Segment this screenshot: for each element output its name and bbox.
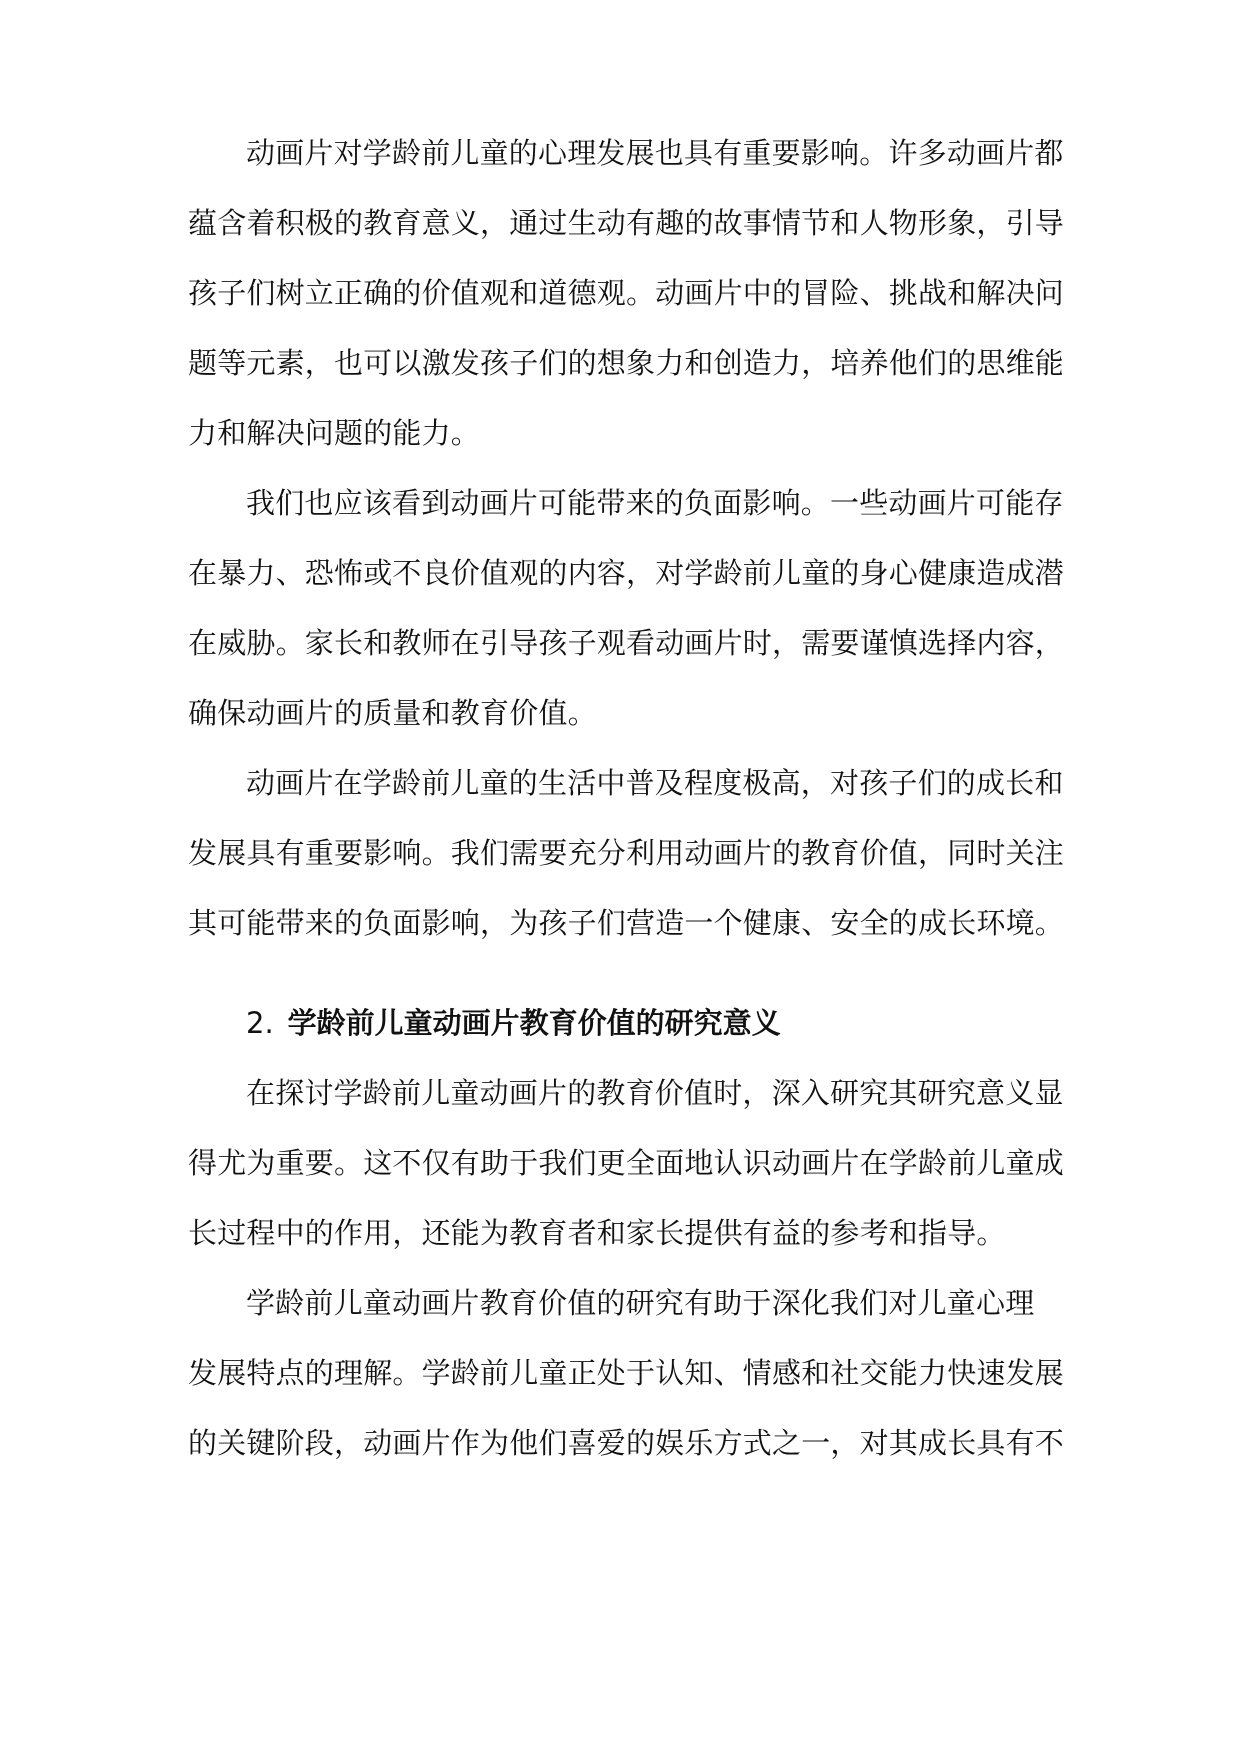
section-title: 学龄前儿童动画片教育价值的研究意义: [287, 1006, 781, 1040]
paragraph-5-line-3: 的关键阶段，动画片作为他们喜爱的娱乐方式之一，对其成长具有不: [188, 1426, 1065, 1460]
paragraph-1-line-4: 题等元素，也可以激发孩子们的想象力和创造力，培养他们的思维能: [188, 346, 1065, 380]
paragraph-2-line-1: 我们也应该看到动画片可能带来的负面影响。一些动画片可能存: [246, 486, 1064, 520]
paragraph-3-line-1: 动画片在学龄前儿童的生活中普及程度极高，对孩子们的成长和: [246, 766, 1064, 800]
paragraph-2-line-2: 在暴力、恐怖或不良价值观的内容，对学龄前儿童的身心健康造成潜: [188, 556, 1065, 590]
paragraph-1-line-1: 动画片对学龄前儿童的心理发展也具有重要影响。许多动画片都: [246, 136, 1064, 170]
paragraph-2-line-3: 在威胁。家长和教师在引导孩子观看动画片时，需要谨慎选择内容，: [188, 626, 1065, 660]
paragraph-5-line-2: 发展特点的理解。学龄前儿童正处于认知、情感和社交能力快速发展: [188, 1356, 1065, 1390]
section-number: 2.: [246, 1006, 274, 1040]
paragraph-4-line-1: 在探讨学龄前儿童动画片的教育价值时，深入研究其研究意义显: [246, 1076, 1064, 1110]
paragraph-2-line-4: 确保动画片的质量和教育价值。: [188, 696, 597, 730]
paragraph-1-line-3: 孩子们树立正确的价值观和道德观。动画片中的冒险、挑战和解决问: [188, 276, 1065, 310]
paragraph-5-line-1: 学龄前儿童动画片教育价值的研究有助于深化我们对儿童心理: [246, 1286, 1035, 1320]
paragraph-4-line-3: 长过程中的作用，还能为教育者和家长提供有益的参考和指导。: [188, 1216, 1006, 1250]
paragraph-3-line-3: 其可能带来的负面影响，为孩子们营造一个健康、安全的成长环境。: [188, 906, 1065, 940]
paragraph-4-line-2: 得尤为重要。这不仅有助于我们更全面地认识动画片在学龄前儿童成: [188, 1146, 1065, 1180]
paragraph-1-line-2: 蕴含着积极的教育意义，通过生动有趣的故事情节和人物形象，引导: [188, 206, 1065, 240]
paragraph-3-line-2: 发展具有重要影响。我们需要充分利用动画片的教育价值，同时关注: [188, 836, 1065, 870]
section-heading: [246, 1003, 1058, 1043]
paragraph-1-line-5: 力和解决问题的能力。: [188, 416, 481, 450]
